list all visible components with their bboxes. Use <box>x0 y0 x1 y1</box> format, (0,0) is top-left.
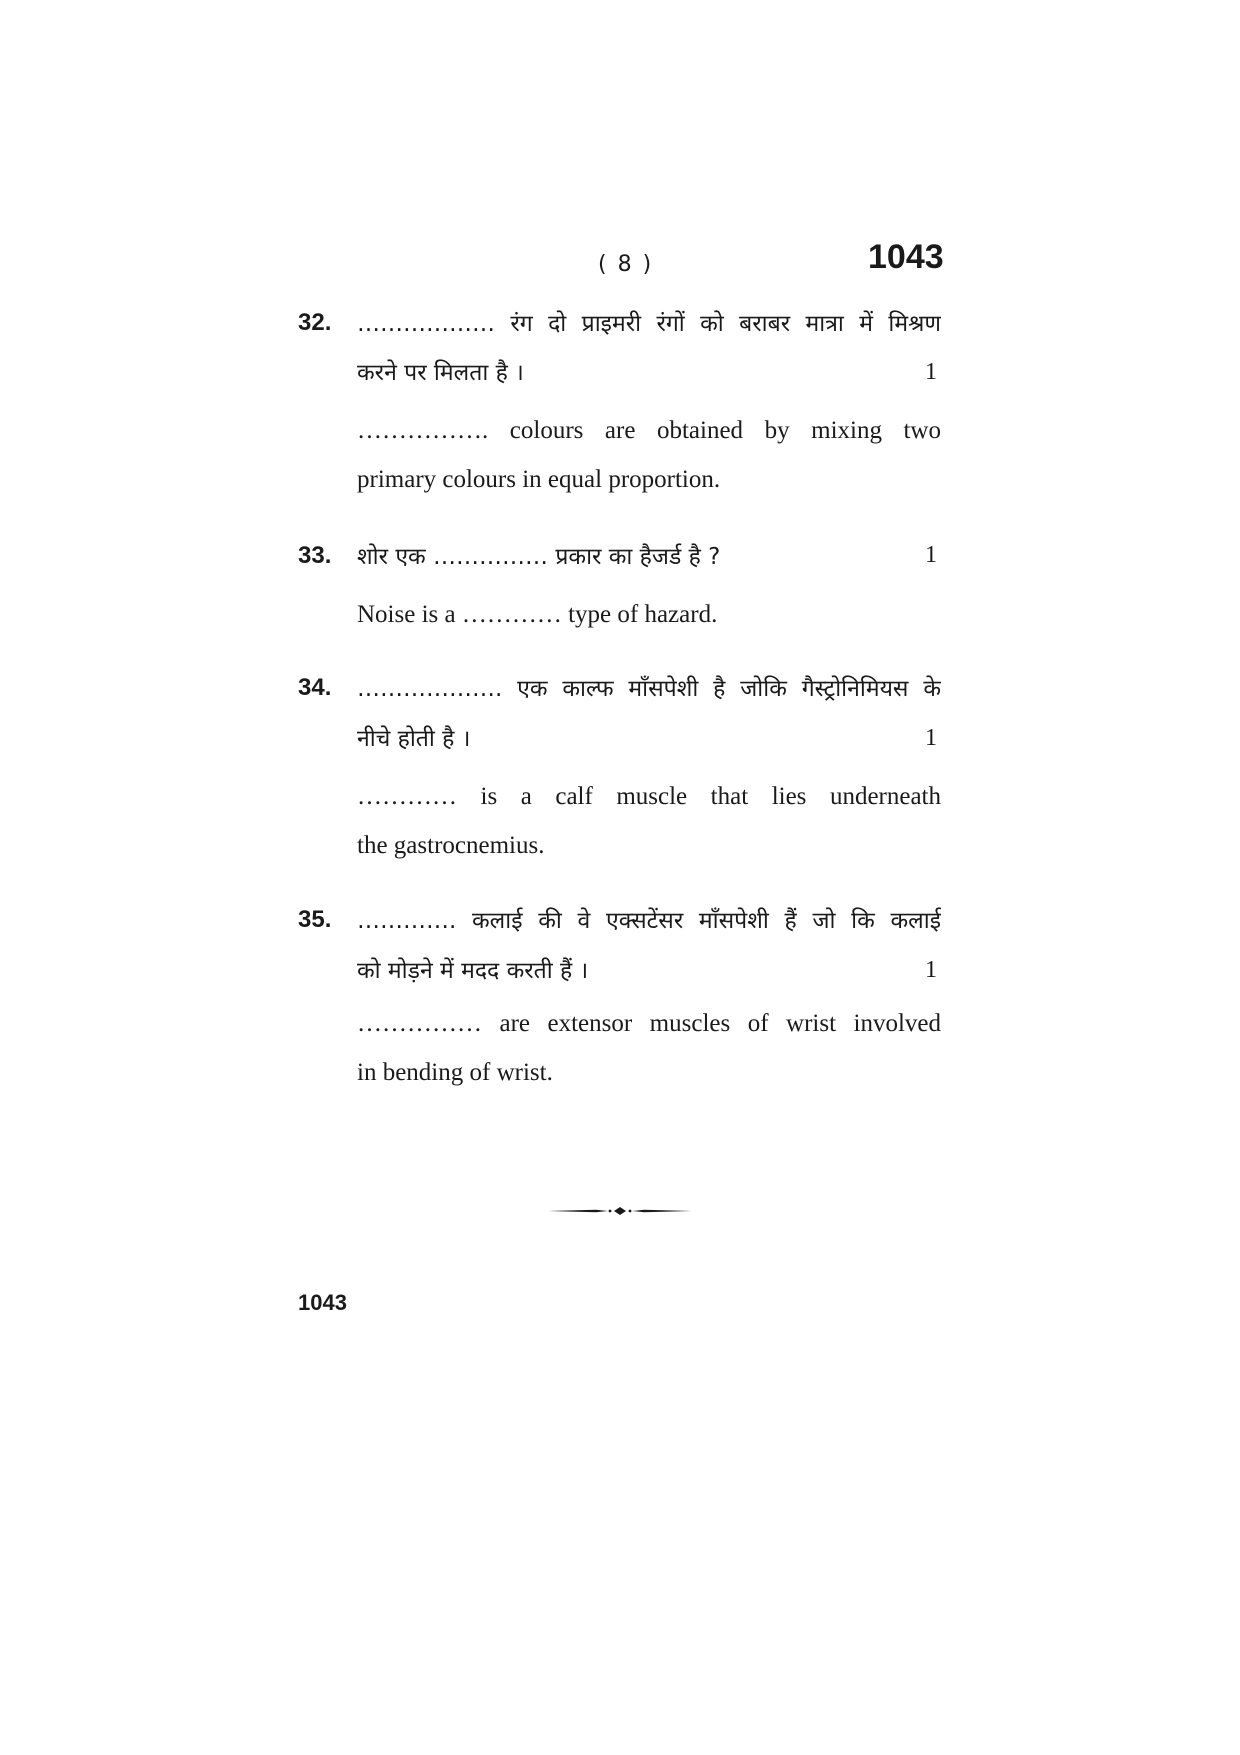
paper-code-footer: 1043 <box>298 1290 347 1315</box>
question-number: 33. <box>298 542 332 569</box>
question-marks: 1 <box>925 542 937 568</box>
question-english-line-1: …………… are extensor muscles of wrist involved <box>357 1010 941 1037</box>
question-english-line-1: ………… is a calf muscle that lies underneath <box>357 783 941 810</box>
paper-code-header: 1043 <box>868 238 944 276</box>
question-english-line-2: primary colours in equal proportion. <box>357 466 721 493</box>
page-number: ( 8 ) <box>598 252 654 277</box>
question-english-line-2: the gastrocnemius. <box>357 832 545 859</box>
question-marks: 1 <box>925 725 937 751</box>
question-hindi-line-2: करने पर मिलता है । <box>357 360 524 386</box>
question-marks: 1 <box>925 957 937 983</box>
question-english-line-2: in bending of wrist. <box>357 1059 553 1086</box>
question-number: 32. <box>298 309 332 336</box>
question-hindi-line-1: शोर एक …………… प्रकार का हैजर्ड है ? <box>357 544 721 570</box>
question-english-line-1: Noise is a ………… type of hazard. <box>357 601 718 628</box>
question-number: 34. <box>298 674 332 701</box>
question-hindi-line-2: को मोड़ने में मदद करती हैं । <box>357 958 589 984</box>
question-number: 35. <box>298 906 332 933</box>
end-separator-ornament <box>548 1204 692 1218</box>
question-hindi-line-2: नीचे होती है । <box>357 726 471 752</box>
question-hindi-line-1: …………. कलाई की वे एक्सटेंसर मॉंसपेशी हैं जो कि कलाई <box>357 908 941 934</box>
question-english-line-1: ……………. colours are obtained by mixing two <box>357 417 941 444</box>
question-marks: 1 <box>925 359 937 385</box>
question-hindi-line-1: ……………… रंग दो प्राइमरी रंगों को बराबर मात्रा में मिश्रण <box>357 311 941 337</box>
question-hindi-line-1: ………………. एक काल्फ मॉंसपेशी है जोकि गैस्ट्रोनिमियस के <box>357 676 941 702</box>
